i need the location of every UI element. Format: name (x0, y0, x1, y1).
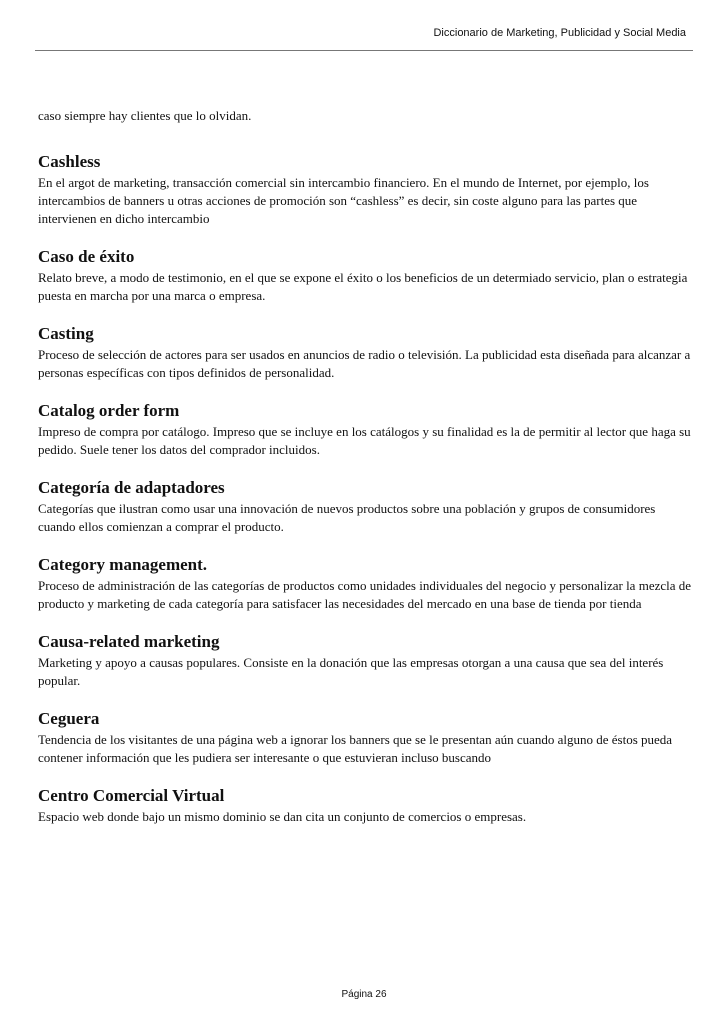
entry-definition: Tendencia de los visitantes de una página web a ignorar los banners que se le presentan aún cuando alguno de éstos pueda contener información que les pudiera ser interesante o que estuvieran incluso buscando (38, 732, 673, 765)
entry-definition: Categorías que ilustran como usar una innovación de nuevos productos sobre una población y grupos de consumidores cuando ellos comienzan a comprar el producto. (38, 501, 656, 534)
glossary-entry (38, 708, 693, 767)
continuation-text: caso siempre hay clientes que lo olvidan. (38, 108, 252, 123)
entry-definition: Marketing y apoyo a causas populares. Consiste en la donación que las empresas otorgan a una causa que sea del interés popular. (38, 655, 664, 688)
entry-definition: Proceso de selección de actores para ser usados en anuncios de radio o televisión. La publicidad esta diseñada para alcanzar a personas específicas con tipos definidos de personalidad. (38, 347, 691, 380)
glossary-entry (38, 151, 693, 228)
entry-term: Categoría de adaptadores (38, 478, 225, 497)
glossary-entry (38, 246, 693, 305)
entry-term: Ceguera (38, 709, 100, 728)
entry-term: Casting (38, 324, 94, 343)
glossary-entry (38, 400, 693, 459)
entry-definition: Espacio web donde bajo un mismo dominio se dan cita un conjunto de comercios o empresas. (38, 809, 527, 824)
entry-definition: Proceso de administración de las categorías de productos como unidades individuales del negocio y personalizar la mezcla de producto y marketing de cada categoría para satisfacer las necesidades del mercado en una base de tienda por tienda (38, 578, 692, 611)
glossary-entry (38, 785, 693, 826)
entry-term: Cashless (38, 152, 101, 171)
glossary-entry (38, 477, 693, 536)
entry-term: Causa-related marketing (38, 632, 220, 651)
header-divider (35, 50, 693, 51)
entry-definition: Relato breve, a modo de testimonio, en el que se expone el éxito o los beneficios de un determiado servicio, plan o estrategia puesta en marcha por una marca o empresa. (38, 270, 688, 303)
glossary-entry (38, 323, 693, 382)
page-number: Página 26 (341, 989, 387, 1000)
entry-term: Centro Comercial Virtual (38, 786, 225, 805)
entry-term: Caso de éxito (38, 247, 135, 266)
entry-term: Catalog order form (38, 401, 180, 420)
glossary-content (38, 107, 693, 844)
entry-definition: Impreso de compra por catálogo. Impreso que se incluye en los catálogos y su finalidad es la de permitir al lector que haga su pedido. Suele tener los datos del comprador incluidos. (38, 424, 691, 457)
entry-term: Category management. (38, 555, 208, 574)
glossary-entry (38, 631, 693, 690)
glossary-entry (38, 554, 693, 613)
running-header-title: Diccionario de Marketing, Publicidad y Social Media (433, 27, 686, 39)
entry-definition: En el argot de marketing, transacción comercial sin intercambio financiero. En el mundo de Internet, por ejemplo, los intercambios de banners u otras acciones de promoción son “cashless” es decir, sin coste alguno para las partes que intervienen en dicho intercambio (38, 175, 649, 226)
